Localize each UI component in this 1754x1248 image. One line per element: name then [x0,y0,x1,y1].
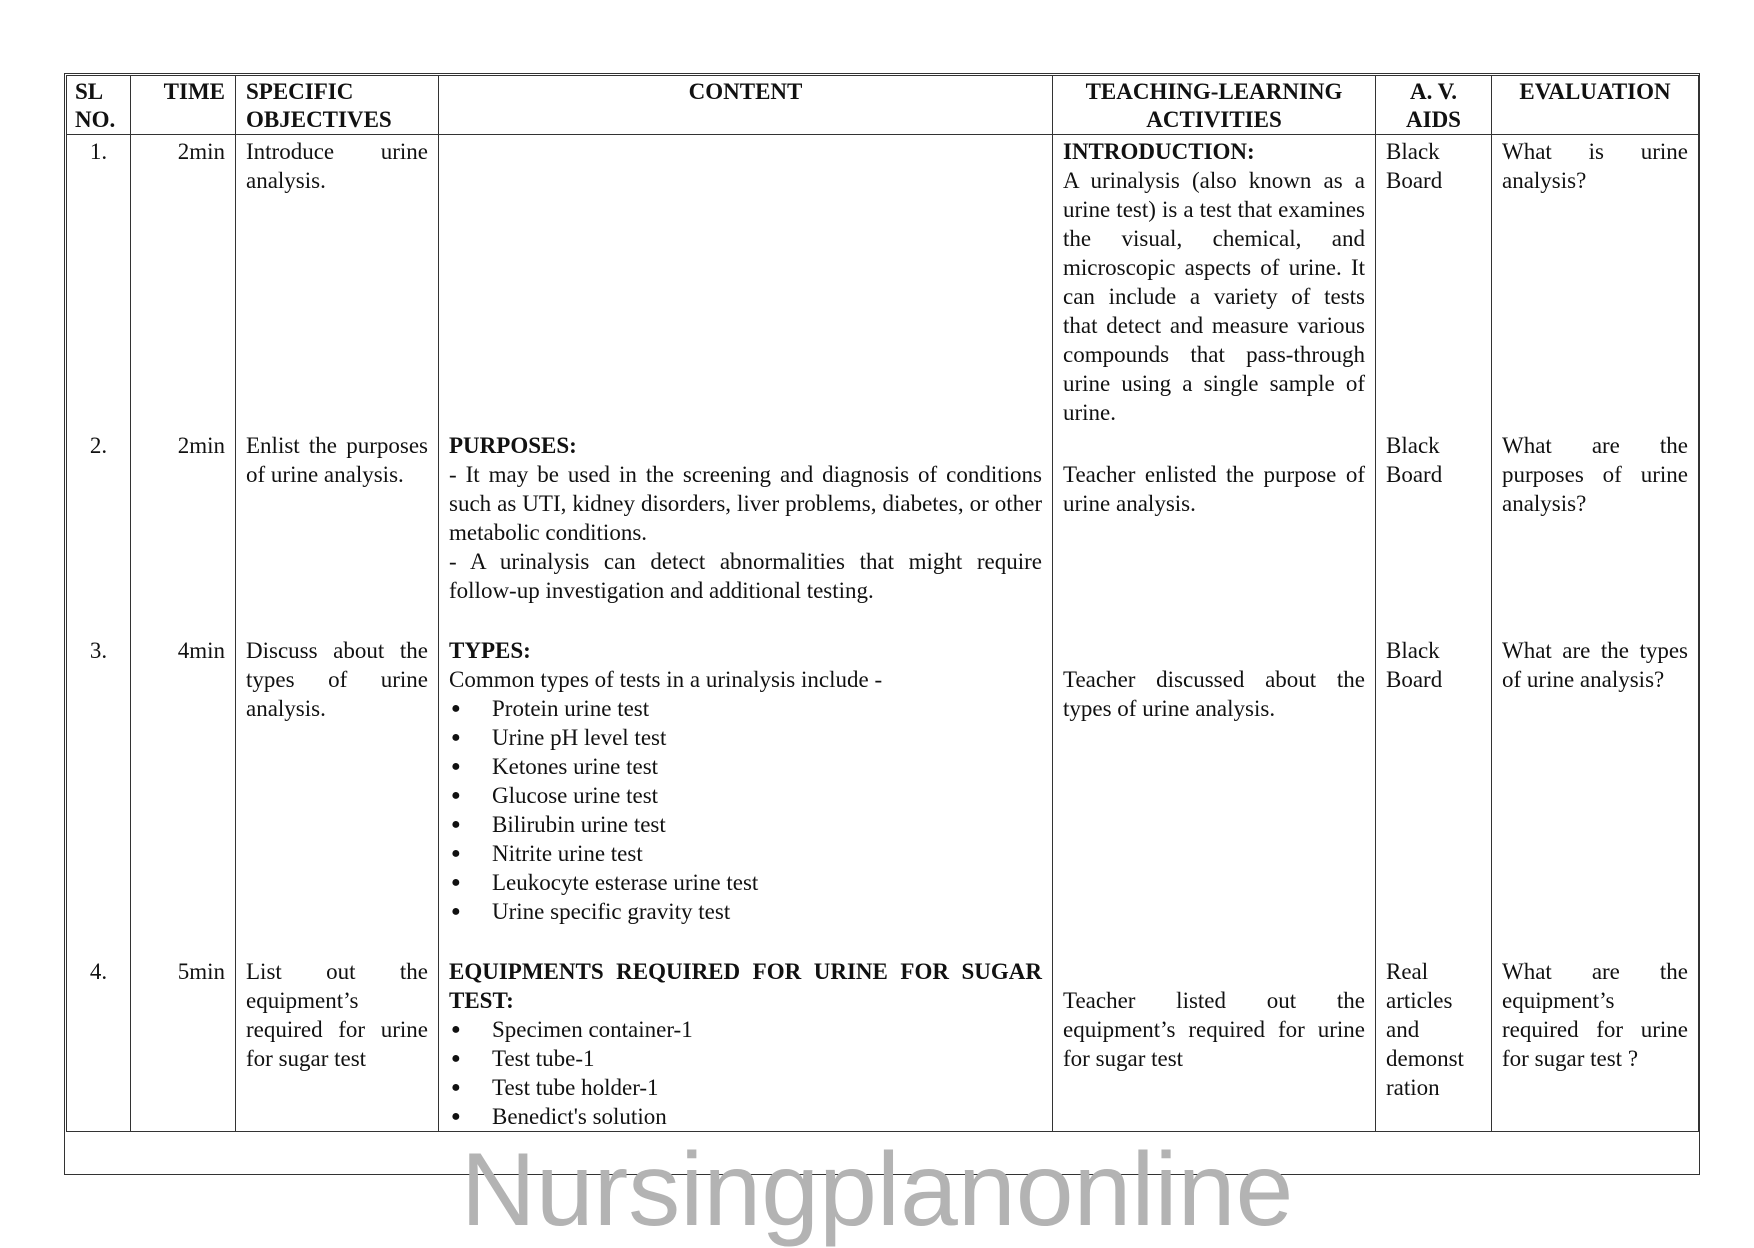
header-aids: A. V. AIDS [1376,76,1492,135]
activity-heading: INTRODUCTION: [1063,139,1255,164]
test-types-list [449,694,1042,926]
row-evaluation: What are the purposes of urine analysis? [1492,429,1699,634]
header-evaluation: EVALUATION [1492,76,1699,135]
bullet-icon: ● [451,903,461,920]
bullet-icon: ● [451,1079,461,1096]
header-content: CONTENT [439,76,1053,135]
bullet-icon: ● [451,700,461,717]
list-item: ● Specimen container-1 [451,1017,693,1042]
activity-text: A urinalysis (also known as a urine test) is a test that examines the visual, chemical, and microscopic aspects of urine. It can include a variety of tests that detect and measure various compounds that pass-through urine using a single sample of urine. [1063,168,1365,425]
header-objectives: SPECIFIC OBJECTIVES [236,76,439,135]
header-row [67,76,1699,135]
bullet-icon: ● [451,816,461,833]
bullet-icon: ● [451,758,461,775]
table-row [67,955,1699,1132]
table-row [67,429,1699,634]
row-objective: Introduce urine analysis. [236,135,439,430]
row-activity [1053,135,1376,430]
list-item: ● Test tube-1 [451,1046,595,1071]
row-content [439,135,1053,430]
row-content [439,634,1053,955]
bullet-icon: ● [451,787,461,804]
header-time: TIME [131,76,236,135]
list-item: ● Nitrite urine test [451,841,643,866]
lesson-plan-table [66,75,1699,1132]
list-item: ● Bilirubin urine test [451,812,666,837]
row-sl: 1. [67,135,131,430]
list-item: ● Leukocyte esterase urine test [451,870,759,895]
row-time: 5min [131,955,236,1132]
row-aids: Black Board [1376,429,1492,634]
row-evaluation: What is urine analysis? [1492,135,1699,430]
bullet-icon: ● [451,845,461,862]
header-sl: SL NO. [67,76,131,135]
row-time: 2min [131,135,236,430]
content-heading: TYPES: [449,638,531,663]
content-intro: Common types of tests in a urinalysis include - [449,667,883,692]
activity-text: Teacher discussed about the types of urine analysis. [1063,667,1365,721]
list-item: ● Glucose urine test [451,783,659,808]
spacer [1063,431,1365,460]
content-point: - A urinalysis can detect abnormalities that might require follow-up investigation and additional testing. [449,549,1042,603]
bullet-icon: ● [451,729,461,746]
content-heading: PURPOSES: [449,433,577,458]
watermark: Nursingplanonline [460,1132,1294,1248]
row-evaluation: What are the types of urine analysis? [1492,634,1699,955]
row-objective: Discuss about the types of urine analysis. [236,634,439,955]
row-sl: 3. [67,634,131,955]
table-row [67,135,1699,430]
content-point: - It may be used in the screening and diagnosis of conditions such as UTI, kidney disorders, liver problems, diabetes, or other metabolic conditions. [449,462,1042,545]
activity-text: Teacher listed out the equipment’s required for urine for sugar test [1063,988,1365,1071]
list-item: ● Benedict's solution [451,1104,667,1129]
bullet-icon: ● [451,1021,461,1038]
list-item: ● Urine specific gravity test [451,899,731,924]
header-activities: TEACHING-LEARNING ACTIVITIES [1053,76,1376,135]
content-heading: EQUIPMENTS REQUIRED FOR URINE FOR SUGAR TEST: [449,959,1042,1013]
row-sl: 2. [67,429,131,634]
row-time: 2min [131,429,236,634]
row-objective: List out the equipment’s required for urine for sugar test [236,955,439,1132]
row-activity [1053,429,1376,634]
bullet-icon: ● [451,1108,461,1125]
table-row [67,634,1699,955]
equipment-list [449,1015,1042,1131]
bullet-icon: ● [451,874,461,891]
list-item: ● Protein urine test [451,696,650,721]
list-item: ● Ketones urine test [451,754,659,779]
row-time: 4min [131,634,236,955]
list-item: ● Urine pH level test [451,725,667,750]
row-evaluation: What are the equipment’s required for urine for sugar test ? [1492,955,1699,1132]
spacer [1063,636,1365,665]
spacer [1063,957,1365,986]
bullet-icon: ● [451,1050,461,1067]
row-sl: 4. [67,955,131,1132]
list-item: ● Test tube holder-1 [451,1075,659,1100]
row-aids: Real articles and demonst ration [1376,955,1492,1132]
row-objective: Enlist the purposes of urine analysis. [236,429,439,634]
row-content [439,955,1053,1132]
row-activity [1053,634,1376,955]
row-aids: Black Board [1376,135,1492,430]
row-activity [1053,955,1376,1132]
activity-text: Teacher enlisted the purpose of urine analysis. [1063,462,1365,516]
row-aids: Black Board [1376,634,1492,955]
row-content [439,429,1053,634]
